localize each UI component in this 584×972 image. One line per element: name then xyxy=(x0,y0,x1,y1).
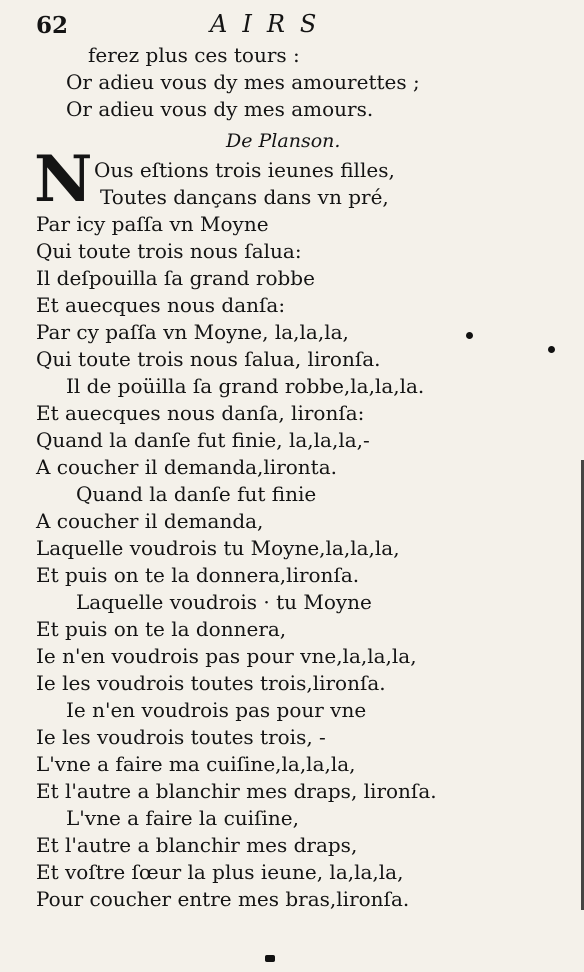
song-line: Toutes dançans dans vn pré, xyxy=(100,185,389,209)
song-line: A coucher il demanda, xyxy=(36,509,264,533)
page-number: 62 xyxy=(36,12,69,39)
song-line: Et puis on te la donnera,lironſa. xyxy=(36,563,360,587)
song-line: Quand la danſe fut finie xyxy=(76,482,317,506)
signature-mark xyxy=(265,955,275,962)
verse-line: Or adieu vous dy mes amours. xyxy=(66,97,374,121)
ink-speck xyxy=(548,346,555,353)
song-line: Laquelle voudrois · tu Moyne xyxy=(76,590,372,614)
song-line: Et l'autre a blanchir mes draps, xyxy=(36,833,358,857)
page-header xyxy=(0,6,584,42)
song-line-first: Ous eſtions trois ieunes filles, xyxy=(94,158,395,182)
song-line: Par cy paſſa vn Moyne, la,la,la, xyxy=(36,320,349,344)
verse-line: Or adieu vous dy mes amourettes ; xyxy=(66,70,420,94)
song-line: L'vne a faire ma cuiſine,la,la,la, xyxy=(36,752,356,776)
song-line: Pour coucher entre mes bras,lironſa. xyxy=(36,887,410,911)
song-line: Laquelle voudrois tu Moyne,la,la,la, xyxy=(36,536,400,560)
drop-cap: N xyxy=(34,142,93,217)
song-line: Et l'autre a blanchir mes draps, lironſa. xyxy=(36,779,437,803)
song-line: L'vne a faire la cuiſine, xyxy=(66,806,299,830)
song-line: Qui toute trois nous ſalua: xyxy=(36,239,302,263)
song-line: Et auecques nous danſa, lironſa: xyxy=(36,401,365,425)
song-line: Ie n'en voudrois pas pour vne xyxy=(66,698,367,722)
song-line: Par icy paſſa vn Moyne xyxy=(36,212,269,236)
composer-attribution: De Planson. xyxy=(226,130,341,152)
running-head: AIRS xyxy=(210,10,332,38)
song-line: Qui toute trois nous ſalua, lironſa. xyxy=(36,347,381,371)
verse-line: ferez plus ces tours : xyxy=(88,43,300,67)
song-line: Quand la danſe fut finie, la,la,la,- xyxy=(36,428,370,452)
ink-speck xyxy=(466,332,473,339)
song-line: Il deſpouilla ſa grand robbe xyxy=(36,266,315,290)
song-line: A coucher il demanda,lironta. xyxy=(36,455,337,479)
song-line: Et voſtre ſœur la plus ieune, la,la,la, xyxy=(36,860,404,884)
song-line: Et puis on te la donnera, xyxy=(36,617,287,641)
song-line: Il de poüilla ſa grand robbe,la,la,la. xyxy=(66,374,425,398)
song-line: Ie les voudrois toutes trois, - xyxy=(36,725,326,749)
song-line: Et auecques nous danſa: xyxy=(36,293,286,317)
song-line: Ie n'en voudrois pas pour vne,la,la,la, xyxy=(36,644,417,668)
song-line: Ie les voudrois toutes trois,lironſa. xyxy=(36,671,386,695)
